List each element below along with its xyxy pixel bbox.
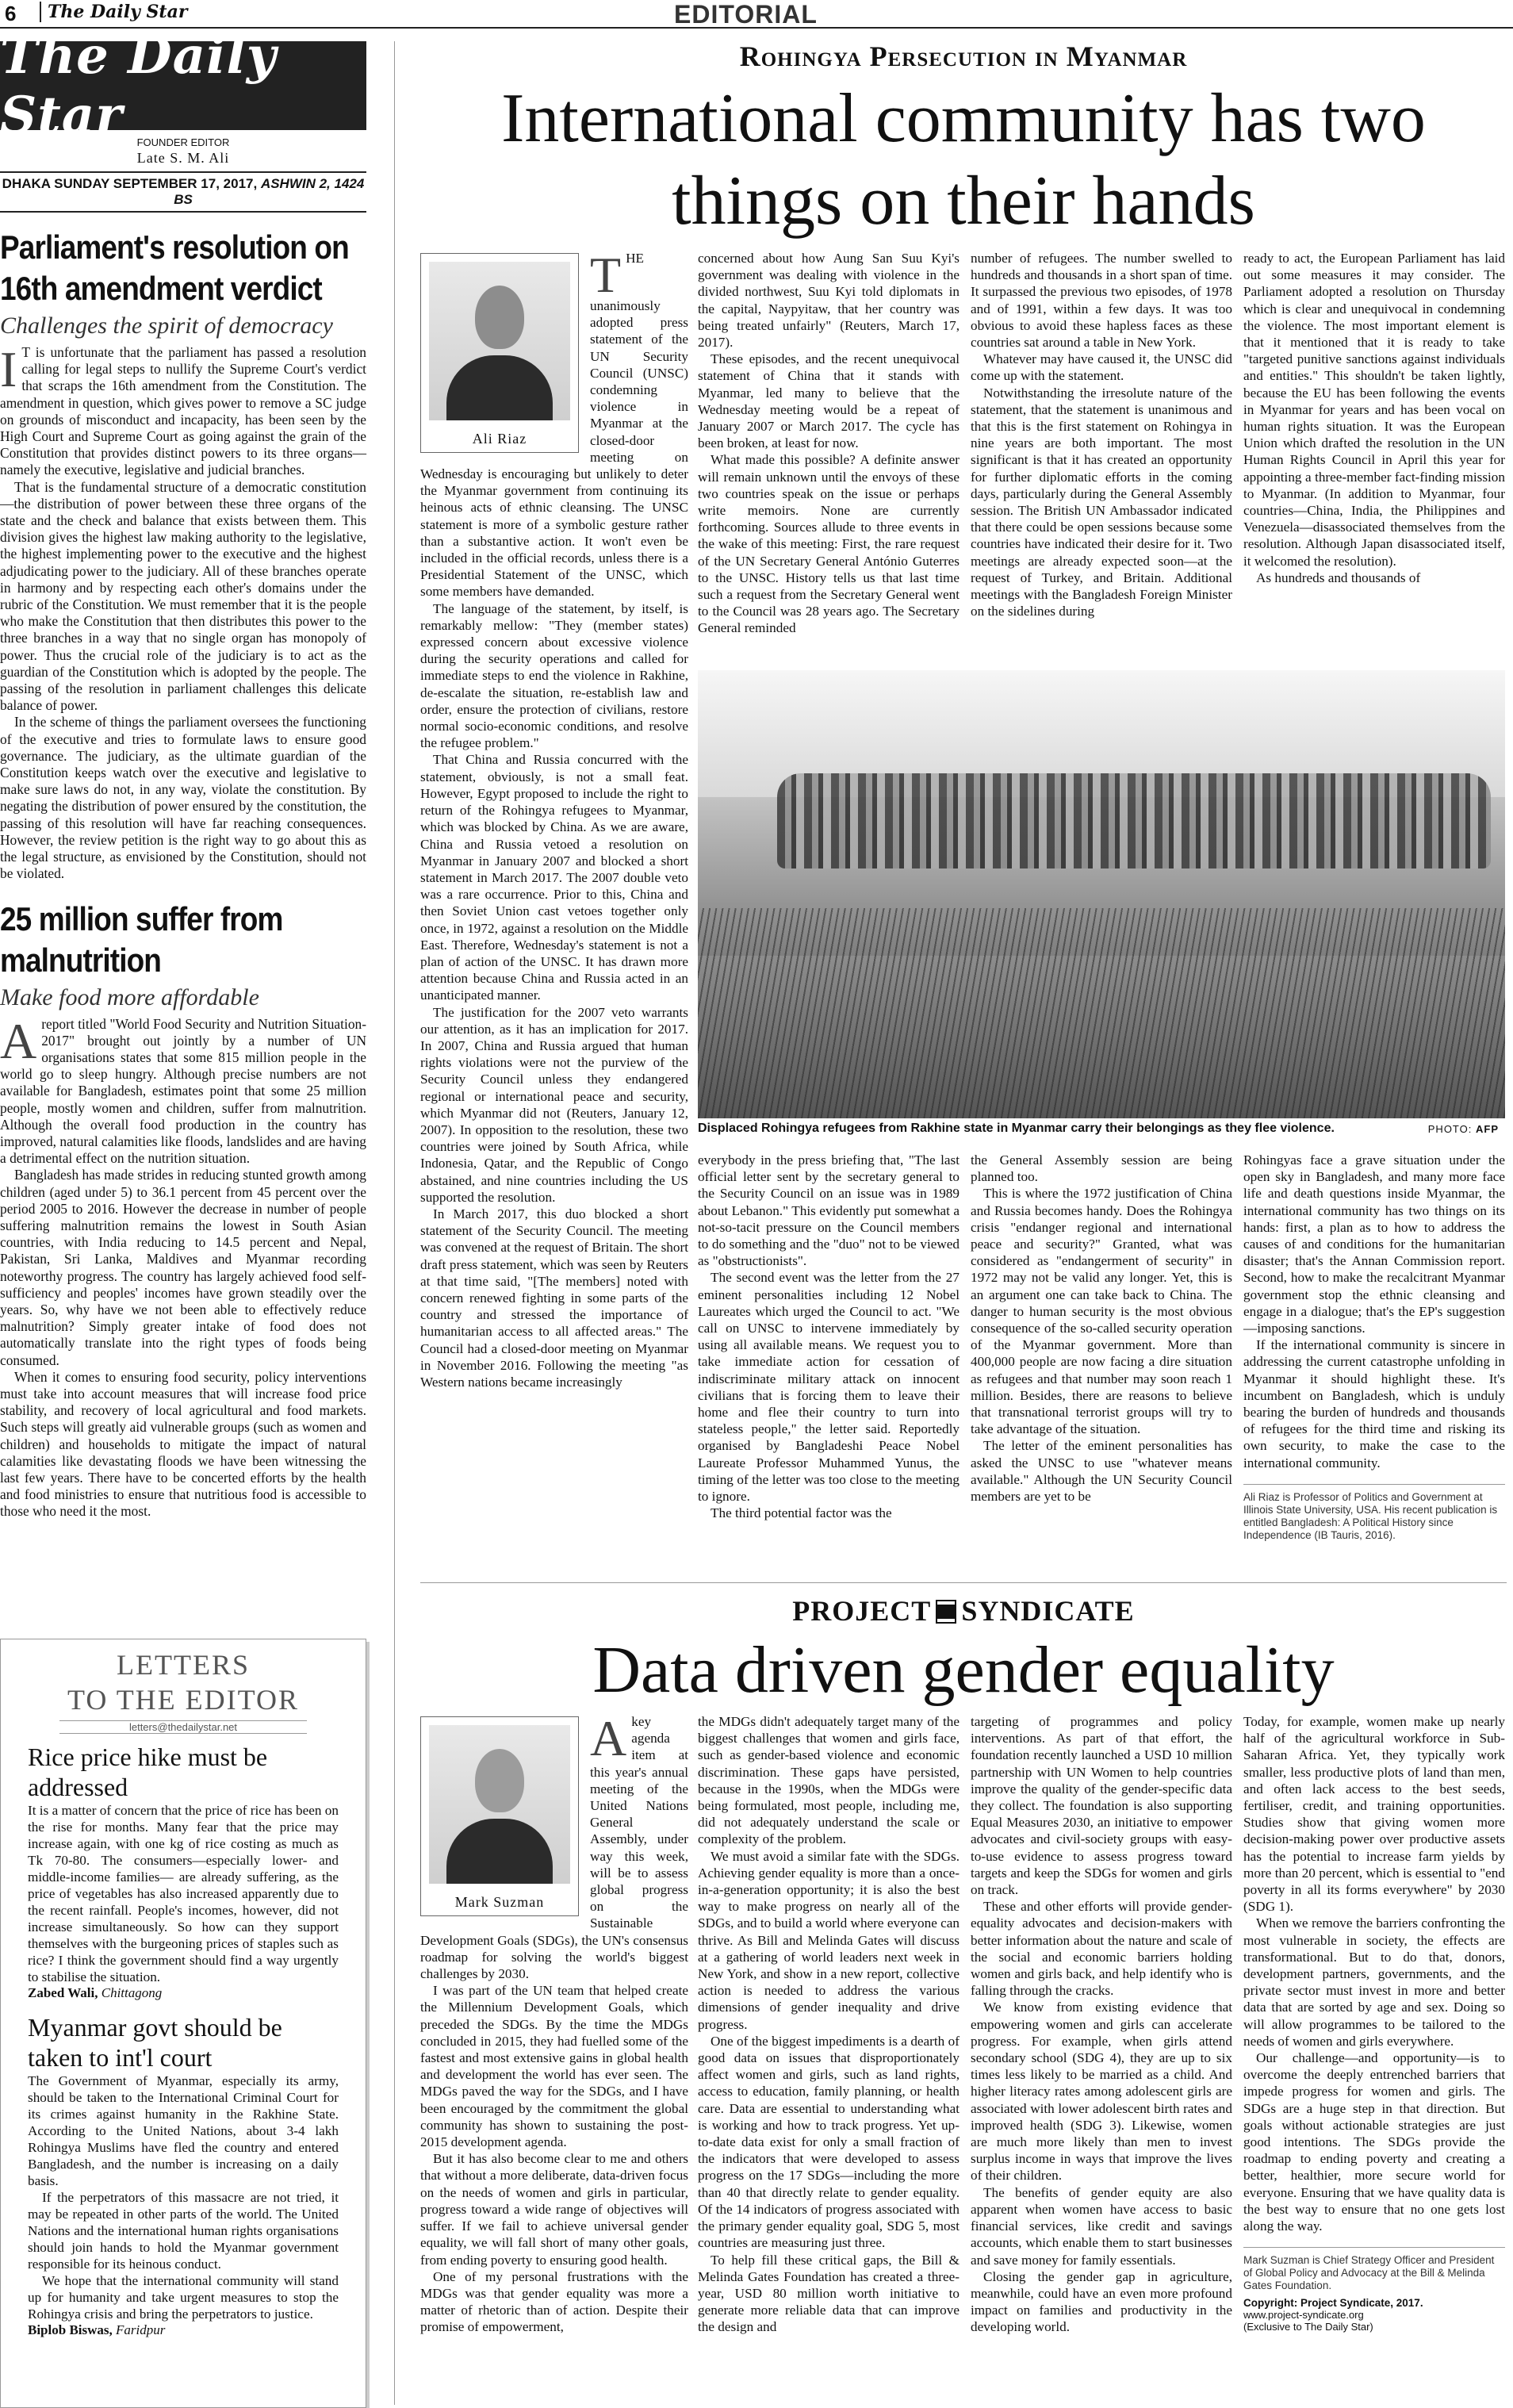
page-header [0, 0, 1513, 29]
left-column [0, 26, 366, 1520]
article1-paragraph: ready to act, the European Parliament has laid out some measures it may consider. The Parliament adopted a resolution on Thursday which is clear and unequivocal in condemning the violence. The most important element is that it mentioned that it is ready to take "targeted punitive sanctions against individuals and entities." This shouldn't be taken lightly, because the EU has been following the events in Myanmar for years and has been vocal on human rights situation. It was the European Union which drafted the resolution in the UN Human Rights Council in April this year for appointing a three-member fact-finding mission to Myanmar. (In addition to Myanmar, four countries—China, India, the Philippines and Venezuela—disassociated themselves from the resolution. Although Japan disassociated itself, it welcomed the resolution). [1243, 251, 1505, 569]
editorial1-subhead: Challenges the spirit of democracy [0, 313, 333, 339]
article2-paragraph: One of my personal frustrations with the MDGs was that gender equality was more a matter of rhetoric than of action. Despite their promise of empowerment, [420, 2268, 688, 2335]
article1-paragraph: Notwithstanding the irresolute nature of the statement, that the statement is unanimous and that this is the first statement on Rohingya in nine years are both important. The most significant is that it has created an opportunity for further diplomatic efforts in the coming days, particularly during the General Assembly session. The British UN Ambassador indicated that there could be open sessions because some countries have indicated their desire for it. Two meetings are already expected soon—at the request of Turkey, and Britain. Additional meetings with the Bangladesh Foreign Minister on the sidelines during [971, 385, 1232, 619]
editorial2-body [0, 1012, 366, 1520]
author-caption: Mark Suzman [454, 1894, 545, 1910]
letter-signoff [28, 1985, 339, 2001]
article1-paragraph: That China and Russia concurred with the statement, obviously, is not a small feat. However, Egypt proposed to include the right to return of the Rohingya refugees to Myanmar, which was blocked by China. As we are aware, China and Russia vetoed a resolution on Myanmar in January 2007 and blocked a short statement in March 2017. The 2007 double veto was a rare occurrence. Prior to this, China and then Soviet Union cast vetoes together only once, in 1972, against a resolution on the Middle East. Therefore, Wednesday's statement is not a plan of action of the UNSC. It has drawn more attention because China and Russia acted in an unanticipated manner. [420, 752, 688, 1003]
column-divider [394, 41, 395, 2405]
article1-paragraph: the General Assembly session are being planned too. [971, 1152, 1232, 1185]
editorial1-dropcap: I [0, 341, 17, 397]
author-photo-ali-riaz [420, 253, 579, 453]
rohingya-refugees-photo [698, 670, 1505, 1118]
article1-paragraph: These episodes, and the recent unequivocal statement of China that it stands with Myanmar, led many to believe that the Wednesday meeting would be a repeat of January 2007 or March 2017. The cycle has been broken, at least for now. [698, 351, 960, 451]
project-syndicate-logo [420, 1594, 1507, 1628]
photo-credit-source: AFP [1476, 1123, 1499, 1135]
article1-paragraph: number of refugees. The number swelled to hundreds and thousands in a short span of time. It surpassed the previous two episodes, of 1978 and of 1991, within a few days. It was too obvious to avoid these hapless faces as these countries sat around a table in New York. [971, 251, 1232, 351]
article2-paragraph: These and other efforts will provide gender-equality advocates and decision-makers with better information about the nature and scale of the social and economic barriers holding women and girls back, and help identify who is falling through the cracks. [971, 1899, 1232, 1999]
article2-column-4 [1243, 1713, 1505, 2333]
photo-credit [1428, 1123, 1499, 1135]
copyright: Copyright: Project Syndicate, 2017. [1243, 2297, 1423, 2310]
article1-paragraph: This is where the 1972 justification of China and Russia becomes handy. Does the Rohingya crisis "endanger regional and international peace and security?" Granted, what was considered as "endangerment of security" in 1972 may not be valid any longer. Yet, this is an argument one can take back to China. The danger to human security is the most obvious consequence of the so-called security operation of the Myanmar government. More than 400,000 people are now facing a dire situation as refugees and that number may soon reach 1 million. Besides, there are reasons to believe that transnational terrorist groups will try to take advantage of the situation. [971, 1186, 1232, 1437]
letter-paragraph: If the perpetrators of this massacre are not tried, it may be repeated in other parts of the world. The United Nations and the international human rights organisations should join hands to hold the Myanmar government responsible for its heinous conduct. [28, 2190, 339, 2272]
letter-author: Biplob Biswas, [28, 2322, 113, 2337]
header-masthead: The Daily Star [40, 2, 187, 22]
article1-column-1 [420, 247, 688, 1390]
letter-author: Zabed Wali, [28, 1985, 98, 2000]
editorial2-subhead: Make food more affordable [0, 984, 259, 1010]
author-photo-mark-suzman [420, 1716, 579, 1916]
article2-paragraph: targeting of programmes and policy interventions. As part of that effort, the foundation recently launched a USD 10 million partnership with UN Women to help countries improve the quality of the gender-specific data they collect. The foundation is also supporting Equal Measures 2030, an initiative to empower advocates and civil-society groups with easy-to-use evidence to assess progress toward targets and keep the SDGs for women and girls on track. [971, 1714, 1232, 1898]
article1-column-4-bottom [1243, 1152, 1505, 1542]
masthead-title: The Daily Star [0, 26, 277, 145]
author-portrait [429, 262, 570, 420]
article2-paragraph: Today, for example, women make up nearly half of the agricultural workforce in Sub-Saharan Africa. Yet, they typically work smaller, less productive plots of land than men, and often lack access to the best seeds, fertiliser, credit, and training opportunities. Studies show that giving women more decision-making power over productive assets has the potential to increase farm yields by more than 20 percent, which is essential to "end poverty in all its forms everywhere" by 2030 (SDG 1). [1243, 1714, 1505, 1915]
article2-paragraph: We know from existing evidence that empowering women and girls can accelerate progress. For example, when girls attend secondary school (SDG 4), they are up to six times less likely to be married as a child. And higher literacy rates among adolescent girls are associated with lower adolescent birth rates and improved health (SDG 3). Likewise, women are much more likely than men to invest surplus income in ways that improve the lives of their children. [971, 2000, 1232, 2184]
letter-headline: Myanmar govt should be taken to int'l court [28, 2013, 282, 2072]
article2-paragraph: When we remove the barriers confronting the most vulnerable in society, the effects are transformational. But to do that, donors, development partners, governments, and the private sector must invest in more and better data that are sorted by age and sex. Doing so will allow programmes to be tailored to the needs of women and girls everywhere. [1243, 1915, 1505, 2049]
letter-paragraph: We hope that the international community will stand up for humanity and take urgent measures to stop the Rohingya crisis and bring the perpetrators to justice. [28, 2273, 339, 2322]
article1-headline: International community has two things on their hands [501, 80, 1426, 240]
article2-paragraph: One of the biggest impediments is a dearth of good data on issues that disproportionately affect women and girls, such as land rights, access to education, family planning, or health care. Data are essential to understanding what is working and how to track progress. Yet up-to-date data exist for only a small fraction of the indicators that were developed to assess progress on the 17 SDGs—including the more than 40 that directly relate to gender equality. Of the 14 indicators of progress associated with the primary gender equality goal, SDG 5, most countries are measuring just three. [698, 2033, 960, 2251]
logo-right-word: SYNDICATE [961, 1595, 1135, 1627]
article2-column-1 [420, 1710, 688, 2336]
editorial1-headline: Parliament's resolution on 16th amendment verdict [0, 228, 349, 307]
letters-to-editor [0, 1639, 366, 2408]
article2-paragraph: I was part of the UN team that helped create the Millennium Development Goals, which preceded the SDGs. By the time the MDGs concluded in 2015, they had fuelled some of the fastest and most extensive gains in global health and development the world has ever seen. The MDGs paved the way for the SDGs, and I have been encouraged by the commitment the global community has shown to sustaining the post-2015 development agenda. [420, 1983, 688, 2150]
article2-headline: Data driven gender equality [592, 1633, 1335, 1707]
article2-dropcap: A [590, 1710, 627, 1766]
editorial1-paragraph: T is unfortunate that the parliament has passed a resolution calling for legal steps to nullify the Supreme Court's verdict that scraps the 16th amendment from the Constitution. The amendment in question, which gives power to remove a SC judge on grounds of misconduct and incapacity, has been seen by the High Court and Supreme Court as going against the grain of the Constitution that provides distinct powers to its three organs—namely the executive, legislative and judicial branches. [0, 344, 366, 478]
editorial2-dropcap: A [0, 1012, 37, 1069]
exclusive-note: (Exclusive to The Daily Star) [1243, 2321, 1373, 2333]
article1-column-2-bottom [698, 1152, 960, 1521]
author-caption: Ali Riaz [472, 431, 527, 447]
editorial2-paragraph: When it comes to ensuring food security, policy interventions must take into account measures that will increase food price stability, and recovery of local agricultural and food markets. Such steps will greatly aid vulnerable groups (such as women and children) and households to mitigate the impact of natural calamities like devastating floods we have been witnessing the last few years. There have to be concerted efforts by the health and food ministries to ensure that nutritious food is accessible to those who need it the most. [0, 1368, 366, 1520]
editorial1-body [0, 341, 366, 883]
article1-paragraph: Rohingyas face a grave situation under the open sky in Bangladesh, and many more face life and death questions inside Myanmar, the international community has two things on its hands: first, a plan as to how to address the causes of and conditions for the humanitarian disaster; that's the Annan Commission report. Second, how to make the recalcitrant Myanmar government stop the ethnic cleansing and engage in a dialogue; that's the EP's suggestion—imposing sanctions. [1243, 1152, 1505, 1336]
letter-paragraph: The Government of Myanmar, especially its army, should be taken to the International Criminal Court for its crimes against humanity in the Rakhine State. According to the United Nations, about 3-4 lakh Rohingya Muslims have fled the country and entered Bangladesh, and the number is increasing on a daily basis. [28, 2073, 339, 2188]
letters-title-1: LETTERS [117, 1649, 250, 1681]
letter-body [28, 2072, 339, 2338]
dateline-bengali: ASHWIN 2, 1424 BS [174, 176, 365, 207]
dateline [0, 171, 366, 213]
article1-paragraph: The language of the statement, by itself, is remarkably mellow: "They (member states) expressed concern about excessive violence during the security operations and called for immediate steps to end the violence in Rakhine, de-escalate the situation, re-establish law and order, ensure the protection of civilians, restore normal socio-economic conditions, and resolve the refugee problem." [420, 600, 688, 751]
article1-paragraph: As hundreds and thousands of [1256, 569, 1421, 585]
article2-column-2 [698, 1713, 960, 2336]
article2-paragraph: We must avoid a similar fate with the SDGs. Achieving gender equality is more than a once-in-a-generation opportunity; it is also the best way to make progress on nearly all of the SDGs, and to build a world where everyone can thrive. As Bill and Melinda Gates will discuss at a gathering of world leaders next week in New York, and show in a new report, collective action is needed to address the various dimensions of gender inequality and drive progress. [698, 1848, 960, 2032]
article1-paragraph: The letter of the eminent personalities has asked the UNSC to use "whatever means available." Although the UN Security Council members are yet to be [971, 1438, 1232, 1505]
page-number: 6 [5, 2, 17, 25]
letter-paragraph: It is a matter of concern that the price of rice has been on the rise for months. Many fear that the price may increase again, with one kg of rice costing as much as Tk 70-80. The consumers—especially lower- and middle-income families— are already suffering, as the price of vegetables has also increased apparently due to the recent rainfall. People's incomes, however, did not increase simultaneously. So how can they support themselves with the burgeoning prices of staples such as rice? I think the government should find a way urgently to stabilise the situation. [28, 1803, 339, 1984]
letters-title-2: TO THE EDITOR [67, 1684, 299, 1716]
article1-dropcap: T [590, 247, 622, 303]
photo-caption: Displaced Rohingya refugees from Rakhine state in Myanmar carry their belongings as they flee violence. [698, 1122, 1335, 1135]
letters-email[interactable]: letters@thedailystar.net [59, 1720, 307, 1734]
article2-paragraph: the MDGs didn't adequately target many of the biggest challenges that women and girls face, such as gender-based violence and economic discrimination. These gaps have persisted, because in the 1990s, when the MDGs were being formulated, most people, including me, did not adequately understand the scale or complexity of the problem. [698, 1714, 960, 1847]
photo-credit-label: PHOTO: [1427, 1123, 1473, 1135]
article1-kicker: Rohingya Persecution in Myanmar [739, 40, 1188, 72]
author-portrait [429, 1725, 570, 1884]
editorial1-paragraph: In the scheme of things the parliament oversees the functioning of the executive and tries to formulate laws to ensure good governance. The judiciary, as the ultimate guardian of the Constitution keeps watch over the executive and legislative to make sure laws do not, in any way, violate the constitution. By negating the distribution of power ensured by the constitution, the passing of this resolution will have far reaching consequences. However, the review petition is the right way to go about this as the legal structure, as envisioned by the Constitution, should not be violated. [0, 714, 366, 882]
editorial1-paragraph: That is the fundamental structure of a democratic constitution—the distribution of power between these three organs of the state and the check and balance that exists between them. This division gives the highest law making authority to the legislative, the highest implementing power to the executive and the highest adjudicating power to the judiciary. All of these branches operate in harmony and by respecting each other's domains under the rubric of the Constitution. We must remember that it is the people who make the Constitution that then distributes this power to the three branches in a way that no single organ has monopoly of power. Thus the crucial role of the judiciary is to act as the guardian of the Constitution which is adopted by the people. The passing of the resolution in parliament challenges this delicate balance of power. [0, 478, 366, 714]
letter-place: Chittagong [101, 1985, 163, 2000]
article2-column-3 [971, 1713, 1232, 2336]
letter-signoff [28, 2322, 339, 2338]
dateline-date: DHAKA SUNDAY SEPTEMBER 17, 2017, [2, 176, 258, 191]
copyright-url[interactable]: www.project-syndicate.org [1243, 2309, 1364, 2322]
article1-paragraph: The justification for the 2007 veto warrants our attention, as it has an implication for 2017. In 2007, China and Russia argued that human rights violations were not the purview of the Security Council unless they endangered regional or international peace and security, which Myanmar did not (Reuters, January 12, 2007). In opposition to the resolution, these two countries were joined by South Africa, while Indonesia, Qatar, and the Republic of Congo abstained, and nine countries including the US supported the resolution. [420, 1004, 688, 1205]
article2-paragraph: The benefits of gender equity are also apparent when women have access to basic financial services, like credit and savings accounts, which enable them to start businesses and save money for family essentials. [971, 2184, 1232, 2268]
article1-paragraph: everybody in the press briefing that, "The last official letter sent by the secretary general to the Security Council on an issue was in 1989 about Lebanon." This evidently put somewhat a not-so-tacit pressure on the Council members to do something and the "duo" not to be viewed as "obstructionists". [698, 1152, 960, 1269]
logo-left-word: PROJECT [792, 1595, 932, 1627]
syndicate-mark-icon [937, 1601, 955, 1622]
article1-paragraph: HE unanimously adopted press statement of the UN Security Council (UNSC) condemning violence in Myanmar at the closed-door meeting on Wednesday is encouraging but unlikely to deter the Myanmar government from continuing its heinous acts of ethnic cleansing. The UNSC statement is more of a symbolic gesture rather than a substantive action. It won't even be included in the official records, unless there is a Presidential Statement of the UNSC, which some members have demanded. [420, 251, 688, 600]
article1-column-3-top [971, 250, 1232, 619]
article2-paragraph: key agenda item at this year's annual meeting of the United Nations General Assembly, under way this week, will be to assess global progress on the Sustainable Development Goals (SDGs), the UN's consensus roadmap for solving the world's biggest challenges by 2030. [420, 1714, 688, 1982]
article2-paragraph: To help fill these critical gaps, the Bill & Melinda Gates Foundation has created a three-year, USD 80 million worth initiative to generate more reliable data that can improve the design and [698, 2252, 960, 2335]
article2-paragraph: But it has also become clear to me and others that without a more deliberate, data-driven focus on the needs of women and girls in particular, progress toward a wide range of objectives will suffer. If we fail to achieve universal gender equality, we will fall short of many other goals, from ending poverty to ensuring good health. [420, 2151, 688, 2268]
article1-paragraph: In March 2017, this duo blocked a short statement of the Security Council. The meeting was convened at the request of Britain. The short draft press statement, which was seen by Reuters at that time said, "[The members] noted with concern renewed fighting in some parts of the country and stressed the importance of humanitarian access to all affected areas." The Council had a closed-door meeting on Myanmar in November 2016. Following the meeting "as Western nations became increasingly [420, 1206, 688, 1390]
section-divider [420, 1582, 1507, 1583]
editorial2-paragraph: Bangladesh has made strides in reducing stunted growth among children (aged under 5) to 36.1 percent from 45 percent over the period 2005 to 2016. However the decrease in number of people suffering malnutrition remains the lowest in South Asian countries, with India reducing to 14.5 percent and Nepal, Pakistan, Sri Lanka, Maldives and Myanmar recording noteworthy progress. The country has largely achieved food self-sufficiency and peoples' incomes have grown steadily over the years. So, why have we not been able to effectively reduce malnutrition? Simply greater intake of food does not automatically translate into the right types of foods being consumed. [0, 1167, 366, 1368]
article2-paragraph: Our challenge—and opportunity—is to overcome the deeply entrenched barriers that impede progress for women and girls. The SDGs are a huge step in that direction. But goals without actionable strategies are just good intentions. The SDGs provide the roadmap to ending poverty and creating a better, healthier, more secure world for everyone. Ensuring that we have quality data is the best way to ensure that no one gets lost along the way. [1243, 2050, 1505, 2234]
section-title: EDITORIAL [674, 0, 818, 29]
editorial2-headline: 25 million suffer from malnutrition [0, 899, 283, 979]
article1-paragraph: What made this possible? A definite answer will remain unknown until the envoys of these two countries speak on the issue or perhaps write memoirs. None are currently forthcoming. Sources allude to three events in the wake of this meeting: First, the rare request of the UN Secretary General António Guterres to the UNSC. History tells us that last time such a request from the Secretary General went to the Council was 28 years ago. The Secretary General reminded [698, 452, 960, 636]
article1-column-4-top [1243, 250, 1505, 586]
article1-paragraph: Whatever may have caused it, the UNSC did come up with the statement. [971, 351, 1232, 384]
article1-column-2-top [698, 250, 960, 637]
article1-column-3-bottom [971, 1152, 1232, 1505]
editorial2-paragraph: report titled "World Food Security and Nutrition Situation-2017" brought out jointly by a number of UN organisations states that some 815 million people in the world go to sleep hungry. Although precise numbers are not available for Bangladesh, estimates point that some 25 million people, mostly women and children, suffer from malnutrition. Although the overall food production in the country has improved, natural calamities like floods, landslides and are having a detrimental effect on the nutrition situation. [0, 1015, 366, 1167]
article1-paragraph: The third potential factor was the [711, 1505, 892, 1521]
founder-label: FOUNDER EDITOR [136, 136, 230, 148]
article2-paragraph: Closing the gender gap in agriculture, meanwhile, could have an even more profound impact on families and productivity in the developing world. [971, 2268, 1232, 2335]
letter-body [28, 1802, 339, 2001]
article1-author-bio: Ali Riaz is Professor of Politics and Government at Illinois State University, USA. His recent publication is entitled Bangladesh: A Political History since Independence (IB Tauris, 2016). [1243, 1484, 1505, 1542]
article1-paragraph: If the international community is sincere in addressing the current catastrophe unfolding in Myanmar it should highlight these. It's incumbent on Bangladesh, which is unduly bearing the burden of hundreds and thousands of refugees for the third time and risking its own security, to make the case to the international community. [1243, 1337, 1505, 1470]
founder-name: Late S. M. Ali [136, 150, 230, 166]
letter-place: Faridpur [116, 2322, 166, 2337]
letter-headline: Rice price hike must be addressed [28, 1743, 268, 1801]
article1-paragraph: The second event was the letter from the 27 eminent personalities including 12 Nobel Laureates which urged the Council to act. "We call on UNSC to intervene immediately by using all available means. We request you to take immediate action for cessation of indiscriminate military attack on innocent civilians that is forcing them to leave their home and flee their country to turn into stateless people," the letter said. Reportedly organised by Bangladeshi Peace Nobel Laureate Professor Muhammed Yunus, the timing of the letter was too close to the meeting to ignore. [698, 1270, 960, 1505]
article2-author-bio: Mark Suzman is Chief Strategy Officer and President of Global Policy and Advocacy at the Bill & Melinda Gates Foundation. [1243, 2247, 1505, 2292]
article1-paragraph: concerned about how Aung San Suu Kyi's government was dealing with violence in the divided northwest, Suu Kyi told diplomats in the capital, Naypyitaw, that her country was being treated unfairly" (Reuters, March 17, 2017). [698, 251, 960, 351]
